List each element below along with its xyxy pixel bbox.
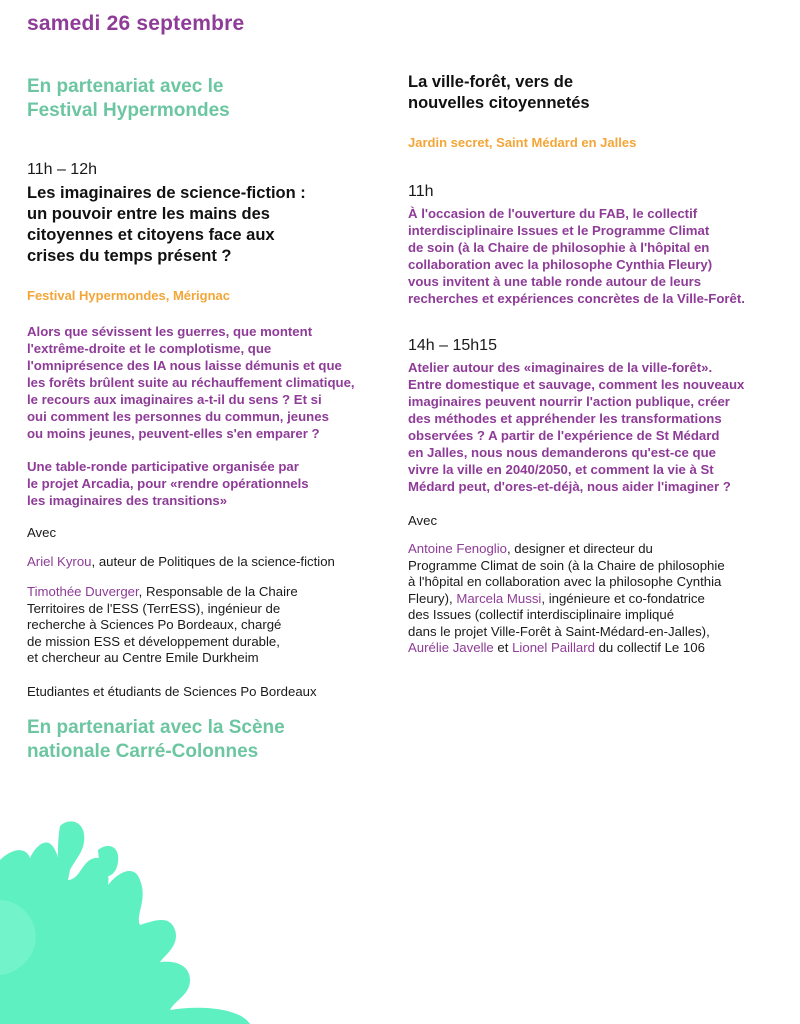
session-time-14h: 14h – 15h15: [408, 337, 497, 354]
desc-line: de soin (à la Chaire de philosophie à l'hôpital en: [408, 240, 710, 255]
desc-line: en Jalles, nous nous demanderons qu'est-ce que: [408, 445, 716, 460]
desc-line: collaboration avec la philosophe Cynthia Fleury): [408, 257, 713, 272]
title-line: crises du temps présent ?: [27, 247, 232, 265]
avec-label: Avec: [408, 513, 438, 528]
desc-line: recherches et expériences concrètes de la Ville-Forêt.: [408, 291, 745, 306]
session-title: [27, 183, 306, 267]
title-line: nouvelles citoyennetés: [408, 94, 590, 112]
desc-line: ou moins jeunes, peuvent-elles s'en emparer ?: [27, 426, 320, 441]
desc-line: l'omniprésence des IA nous laisse démunis et que: [27, 358, 342, 373]
session-description-14h: [408, 359, 744, 495]
title-line: Les imaginaires de science-fiction :: [27, 184, 306, 202]
guest-description-line: Programme Climat de soin (à la Chaire de philosophie: [408, 557, 725, 573]
guest-name: Antoine Fenoglio: [408, 541, 507, 556]
partner-line: En partenariat avec le: [27, 76, 224, 97]
partner-heading-hypermondes: [27, 75, 230, 123]
guest-description-line: Territoires de l'ESS (TerrESS), ingénieur de: [27, 600, 281, 616]
desc-line: les forêts brûlent suite au réchauffement climatique,: [27, 375, 355, 390]
event-location: Jardin secret, Saint Médard en Jalles: [408, 135, 637, 150]
event-title: [408, 72, 590, 114]
desc-line: observées ? A partir de l'expérience de St Médard: [408, 428, 720, 443]
partner-line: Festival Hypermondes: [27, 100, 230, 121]
session-time-11h: 11h: [408, 183, 434, 200]
partner-line: En partenariat avec la Scène: [27, 717, 285, 738]
guest-description: , Responsable de la Chaire: [138, 584, 298, 599]
session-description: [27, 323, 355, 442]
guest-description: , ingénieure et co-fondatrice: [541, 590, 705, 606]
guest-name: Timothée Duverger: [27, 584, 139, 599]
guest-description: et: [493, 640, 513, 655]
desc-line: le recours aux imaginaires a-t-il du sens ? Et si: [27, 392, 322, 407]
guest-description: du collectif Le 106: [594, 640, 705, 655]
guest-timothee-duverger: [27, 584, 298, 667]
desc-line: le projet Arcadia, pour «rendre opérationnels: [27, 476, 309, 491]
guest-description: Fleury),: [408, 590, 457, 606]
page-date: samedi 26 septembre: [27, 12, 245, 35]
guest-description-line: et chercheur au Centre Emile Durkheim: [27, 650, 259, 665]
title-line: citoyennes et citoyens face aux: [27, 226, 275, 244]
desc-line: l'extrême-droite et le complotisme, que: [27, 341, 272, 356]
session-location: Festival Hypermondes, Mérignac: [27, 288, 231, 303]
title-line: un pouvoir entre les mains des: [27, 205, 270, 223]
desc-line: vous invitent à une table ronde autour de leurs: [408, 274, 702, 289]
guest-name: Aurélie Javelle: [408, 640, 494, 655]
desc-line: Une table-ronde participative organisée par: [27, 459, 299, 474]
guest-description-line: de mission ESS et développement durable,: [27, 633, 280, 649]
guest-description-line: à l'hôpital en collaboration avec la philosophe Cynthia: [408, 574, 722, 589]
desc-line: Entre domestique et sauvage, comment les nouveaux: [408, 377, 745, 392]
session-subdescription: [27, 458, 309, 509]
session-description-11h: [408, 205, 745, 307]
desc-line: les imaginaires des transitions»: [27, 493, 228, 508]
guest-name: Marcela Mussi: [456, 590, 542, 606]
guest-name: Ariel Kyrou: [27, 554, 92, 569]
session-time: 11h – 12h: [27, 161, 97, 178]
guest-description-line: dans le projet Ville-Forêt à Saint-Médard-en-Jalles),: [408, 623, 710, 639]
guest-description-line: recherche à Sciences Po Bordeaux, chargé: [27, 617, 282, 632]
partner-heading-carre-colonnes: [27, 716, 285, 764]
guest-description-line: des Issues (collectif interdisciplinaire impliqué: [408, 607, 675, 622]
avec-label: Avec: [27, 525, 57, 540]
desc-line: Alors que sévissent les guerres, que montent: [27, 324, 313, 339]
desc-line: interdisciplinaire Issues et le Programme Climat: [408, 223, 710, 238]
guest-list: [408, 541, 725, 657]
desc-line: des méthodes et appréhender les transformations: [408, 411, 722, 426]
title-line: La ville-forêt, vers de: [408, 73, 574, 91]
guest-description: , designer et directeur du: [506, 541, 653, 556]
desc-line: À l'occasion de l'ouverture du FAB, le collectif: [408, 206, 698, 221]
desc-line: Médard peut, d'ores-et-déjà, nous aider l'imaginer ?: [408, 479, 731, 494]
desc-line: Atelier autour des «imaginaires de la ville-forêt».: [408, 360, 713, 375]
guest-description: , auteur de Politiques de la science-fiction: [91, 554, 335, 569]
guest-ariel-kyrou: [27, 554, 335, 571]
guest-students: Etudiantes et étudiants de Sciences Po Bordeaux: [27, 684, 317, 699]
guest-name: Lionel Paillard: [512, 640, 595, 655]
desc-line: oui comment les personnes du commun, jeunes: [27, 409, 329, 424]
desc-line: imaginaires peuvent nourrir l'action publique, créer: [408, 394, 730, 409]
partner-line: nationale Carré-Colonnes: [27, 741, 259, 762]
desc-line: vivre la ville en 2040/2050, et comment la vie à St: [408, 462, 714, 477]
